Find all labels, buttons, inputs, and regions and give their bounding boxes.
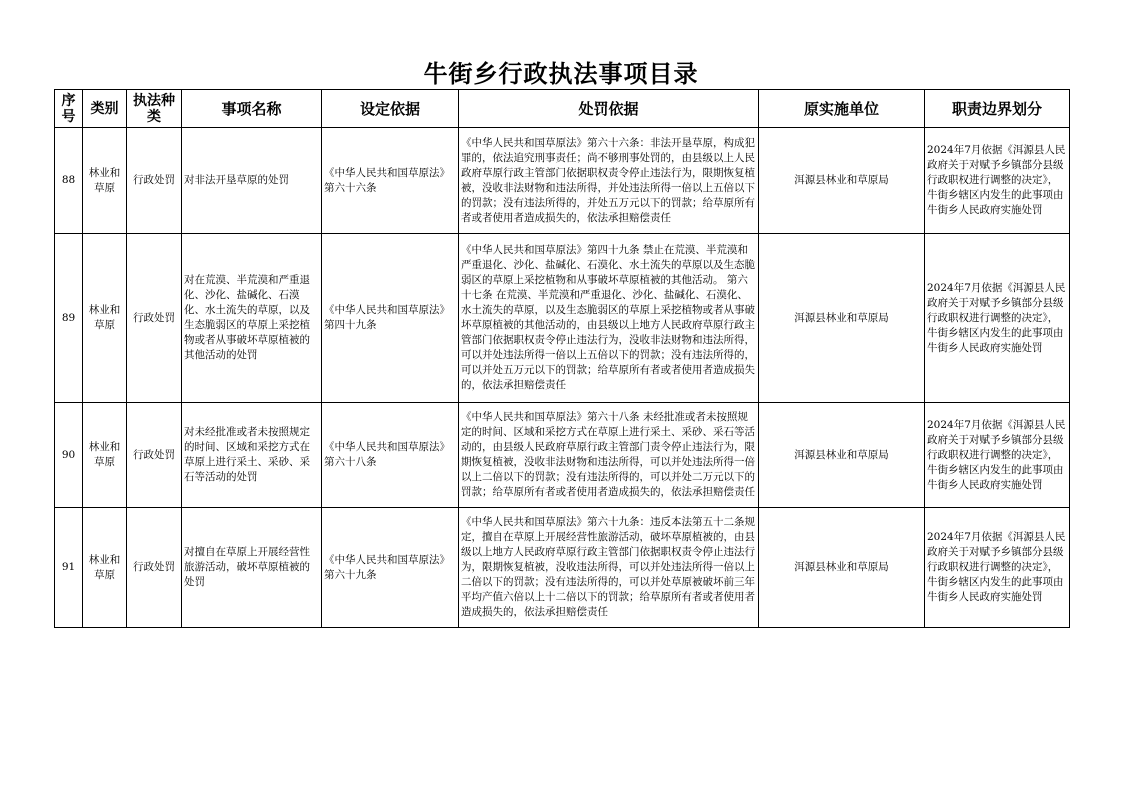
cell-penalty: 《中华人民共和国草原法》第六十九条：违反本法第五十二条规定，擅自在草原上开展经营性旅游活动，破坏草原植被的，由县级以上地方人民政府草原行政主管部门依据职权责令停止违法行为，限期恢复植被，没收违法所得，可以并处违法所得一倍以上二倍以下的罚款；没有违法所得的，可以并处草原被破坏前三年平均产值六倍以上十二倍以下的罚款；给草原所有者或者使用者造成损失的，依法承担赔偿责任: [459, 508, 759, 628]
header-unit: 原实施单位: [759, 90, 925, 128]
header-type: 执法种类: [127, 90, 182, 128]
cell-name: 对在荒漠、半荒漠和严重退化、沙化、盐碱化、石漠化、水土流失的草原，以及生态脆弱区的草原上采挖植物或者从事破坏草原植被的其他活动的处罚: [182, 234, 322, 403]
enforcement-table: [54, 89, 1070, 628]
cell-boundary: 2024年7月依据《洱源县人民政府关于对赋予乡镇部分县级行政职权进行调整的决定》，牛街乡辖区内发生的此事项由牛街乡人民政府实施处罚: [925, 128, 1070, 234]
header-penalty: 处罚依据: [459, 90, 759, 128]
cell-boundary: 2024年7月依据《洱源县人民政府关于对赋予乡镇部分县级行政职权进行调整的决定》，牛街乡辖区内发生的此事项由牛街乡人民政府实施处罚: [925, 403, 1070, 508]
cell-name: 对未经批准或者未按照规定的时间、区域和采挖方式在草原上进行采土、采砂、采石等活动的处罚: [182, 403, 322, 508]
cell-seq: 88: [55, 128, 83, 234]
cell-type: 行政处罚: [127, 128, 182, 234]
cell-category: 林业和草原: [83, 234, 127, 403]
cell-category: 林业和草原: [83, 128, 127, 234]
header-basis: 设定依据: [322, 90, 459, 128]
table-row: [55, 128, 1070, 234]
cell-seq: 89: [55, 234, 83, 403]
cell-seq: 91: [55, 508, 83, 628]
cell-boundary: 2024年7月依据《洱源县人民政府关于对赋予乡镇部分县级行政职权进行调整的决定》，牛街乡辖区内发生的此事项由牛街乡人民政府实施处罚: [925, 234, 1070, 403]
header-seq: 序号: [55, 90, 83, 128]
cell-penalty: 《中华人民共和国草原法》第六十六条：非法开垦草原，构成犯罪的，依法追究刑事责任；尚不够刑事处罚的，由县级以上人民政府草原行政主管部门依据职权责令停止违法行为，限期恢复植被，没收非法财物和违法所得，并处违法所得一倍以上五倍以下的罚款；没有违法所得的，并处五万元以下的罚款；给草原所有者或者使用者造成损失的，依法承担赔偿责任: [459, 128, 759, 234]
cell-unit: 洱源县林业和草原局: [759, 128, 925, 234]
cell-type: 行政处罚: [127, 508, 182, 628]
table-row: [55, 508, 1070, 628]
cell-category: 林业和草原: [83, 403, 127, 508]
header-name: 事项名称: [182, 90, 322, 128]
cell-type: 行政处罚: [127, 234, 182, 403]
cell-type: 行政处罚: [127, 403, 182, 508]
page-title: 牛街乡行政执法事项目录: [423, 60, 699, 88]
cell-seq: 90: [55, 403, 83, 508]
cell-basis: 《中华人民共和国草原法》第六十九条: [322, 508, 459, 628]
cell-name: 对擅自在草原上开展经营性旅游活动，破坏草原植被的处罚: [182, 508, 322, 628]
cell-basis: 《中华人民共和国草原法》第六十六条: [322, 128, 459, 234]
cell-unit: 洱源县林业和草原局: [759, 234, 925, 403]
cell-unit: 洱源县林业和草原局: [759, 508, 925, 628]
cell-name: 对非法开垦草原的处罚: [182, 128, 322, 234]
header-category: 类别: [83, 90, 127, 128]
cell-unit: 洱源县林业和草原局: [759, 403, 925, 508]
cell-penalty: 《中华人民共和国草原法》第六十八条 未经批准或者未按照规定的时间、区域和采挖方式在草原上进行采土、采砂、采石等活动的，由县级人民政府草原行政主管部门责令停止违法行为，限期恢复植被，没收非法财物和违法所得，可以并处违法所得一倍以上二倍以下的罚款；没有违法所得的，可以并处二万元以下的罚款；给草原所有者或者使用者造成损失的，依法承担赔偿责任: [459, 403, 759, 508]
table-row: [55, 234, 1070, 403]
header-row: [55, 90, 1070, 128]
cell-boundary: 2024年7月依据《洱源县人民政府关于对赋予乡镇部分县级行政职权进行调整的决定》，牛街乡辖区内发生的此事项由牛街乡人民政府实施处罚: [925, 508, 1070, 628]
cell-basis: 《中华人民共和国草原法》第六十八条: [322, 403, 459, 508]
cell-category: 林业和草原: [83, 508, 127, 628]
header-boundary: 职责边界划分: [925, 90, 1070, 128]
table-row: [55, 403, 1070, 508]
cell-penalty: 《中华人民共和国草原法》第四十九条 禁止在荒漠、半荒漠和严重退化、沙化、盐碱化、石漠化、水土流失的草原以及生态脆弱区的草原上采挖植物和从事破坏草原植被的其他活动。 第六十七条 在荒漠、半荒漠和严重退化、沙化、盐碱化、石漠化、水土流失的草原，以及生态脆弱区的草原上采挖植物或者从事破坏草原植被的其他活动的，由县级以上地方人民政府草原行政主管部门依据职权责令停止违法行为，没收非法财物和违法所得，可以并处违法所得一倍以上五倍以下的罚款；没有违法所得的，可以并处五万元以下的罚款；给草原所有者或者使用者造成损失的，依法承担赔偿责任: [459, 234, 759, 403]
cell-basis: 《中华人民共和国草原法》第四十九条: [322, 234, 459, 403]
